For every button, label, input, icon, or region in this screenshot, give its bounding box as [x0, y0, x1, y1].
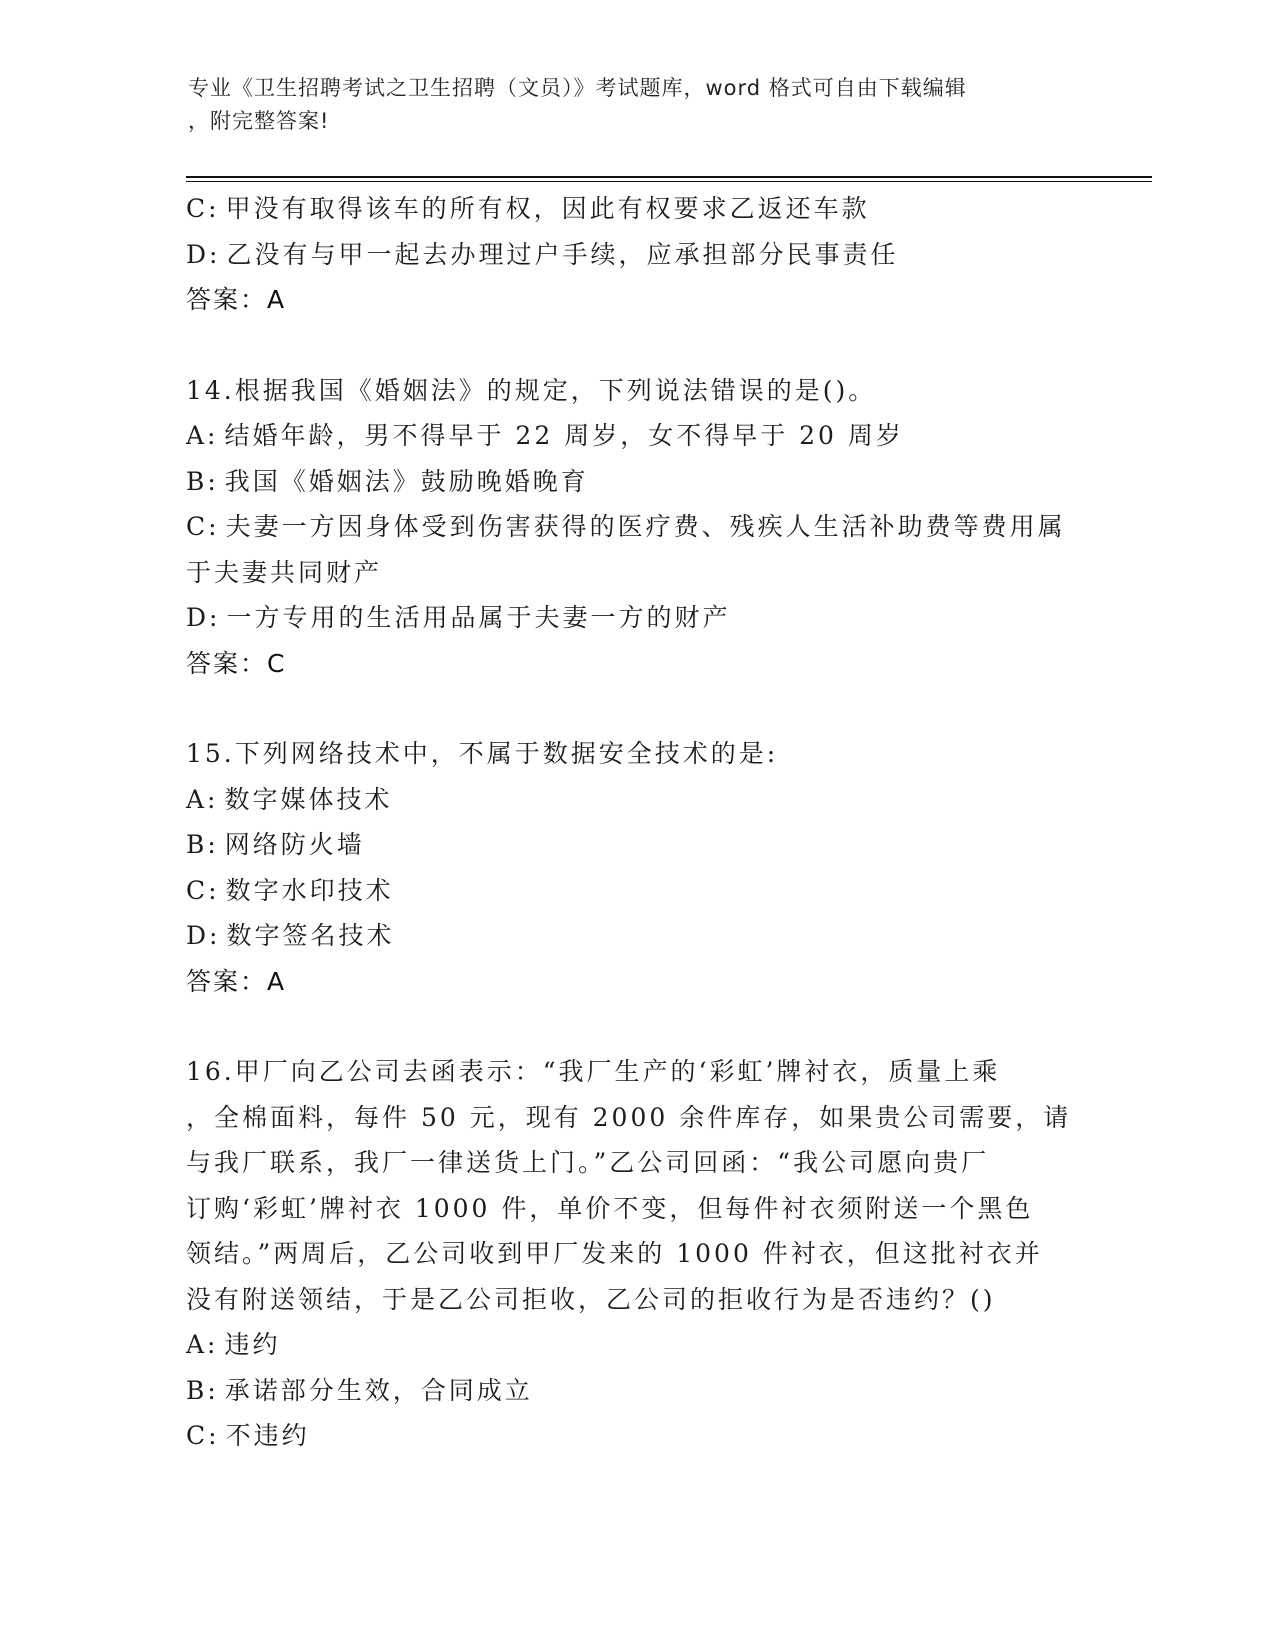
option-text: 承诺部分生效，合同成立: [224, 1375, 533, 1405]
question-15: [186, 731, 1086, 1004]
question-stem: 15.下列网络技术中，不属于数据安全技术的是:: [186, 739, 779, 768]
question-stem-line: 没有附送领结，于是乙公司拒收，乙公司的拒收行为是否违约？(): [186, 1284, 996, 1314]
option-a: [186, 1322, 1086, 1368]
question-stem-line: 16.甲厂向乙公司去函表示：“我厂生产的‘彩虹’牌衬衣，质量上乘: [186, 1057, 1001, 1086]
option-label: A:: [186, 421, 219, 450]
option-label: C:: [186, 1421, 220, 1450]
answer-line: 答案：A: [186, 285, 287, 314]
question-14: [186, 368, 1086, 687]
document-header: [188, 72, 1068, 138]
option-b: [186, 822, 1086, 868]
question-stem-line: ，全棉面料，每件 50 元，现有 2000 余件库存，如果贵公司需要，请: [186, 1102, 1072, 1132]
option-a: [186, 777, 1086, 823]
header-rule-thick: [186, 176, 1152, 178]
header-rule-thin: [186, 181, 1152, 182]
question-stem-line: 领结。”两周后，乙公司收到甲厂发来的 1000 件衬衣，但这批衬衣并: [186, 1239, 1043, 1268]
option-text: 一方专用的生活用品属于夫妻一方的财产: [226, 603, 731, 632]
option-text: 数字水印技术: [225, 875, 394, 905]
option-text: 我国《婚姻法》鼓励晚婚晚育: [224, 466, 589, 496]
option-b: [186, 1368, 1086, 1414]
question-13-tail: [186, 186, 1086, 323]
option-d: [186, 595, 1086, 641]
answer-line: 答案：C: [186, 648, 287, 678]
answer-line: 答案：A: [186, 966, 287, 996]
option-label: D:: [186, 603, 221, 632]
option-label: C:: [186, 194, 220, 223]
header-line-1: 专业《卫生招聘考试之卫生招聘（文员）》考试题库，word 格式可自由下载编辑: [188, 76, 967, 100]
option-text: 乙没有与甲一起去办理过户手续，应承担部分民事责任: [226, 239, 899, 269]
document-body: [186, 186, 1086, 1459]
option-text: 结婚年龄，男不得早于 22 周岁，女不得早于 20 周岁: [224, 421, 904, 450]
option-label: A:: [186, 784, 219, 814]
option-text: 网络防火墙: [224, 830, 365, 859]
option-b: [186, 459, 1086, 505]
option-text: 夫妻一方因身体受到伤害获得的医疗费、残疾人生活补助费等费用属于夫妻共同财产: [186, 512, 1066, 587]
option-text: 不违约: [225, 1421, 310, 1450]
option-label: C:: [186, 875, 220, 905]
option-text: 数字媒体技术: [224, 784, 393, 814]
option-label: C:: [186, 512, 220, 541]
option-label: B:: [186, 1375, 219, 1405]
option-c: [186, 868, 1086, 914]
option-label: B:: [186, 830, 219, 859]
option-text: 违约: [224, 1330, 281, 1359]
option-d: [186, 232, 1086, 278]
option-c: [186, 504, 1086, 595]
option-label: D:: [186, 239, 221, 269]
question-stem-line: 订购‘彩虹’牌衬衣 1000 件，单价不变，但每件衬衣须附送一个黑色: [186, 1193, 1034, 1223]
option-label: B:: [186, 466, 219, 496]
option-text: 数字签名技术: [226, 921, 395, 950]
option-c: [186, 186, 1086, 232]
option-label: D:: [186, 921, 221, 950]
option-a: [186, 413, 1086, 459]
option-label: A:: [186, 1330, 219, 1359]
option-c: [186, 1413, 1086, 1459]
question-stem-line: 与我厂联系，我厂一律送货上门。”乙公司回函：“我公司愿向贵厂: [186, 1148, 990, 1177]
header-line-2: ，附完整答案!: [188, 109, 330, 133]
option-d: [186, 913, 1086, 959]
question-stem: 14.根据我国《婚姻法》的规定，下列说法错误的是()。: [186, 375, 877, 405]
question-16: [186, 1049, 1086, 1459]
option-text: 甲没有取得该车的所有权，因此有权要求乙返还车款: [225, 194, 870, 223]
